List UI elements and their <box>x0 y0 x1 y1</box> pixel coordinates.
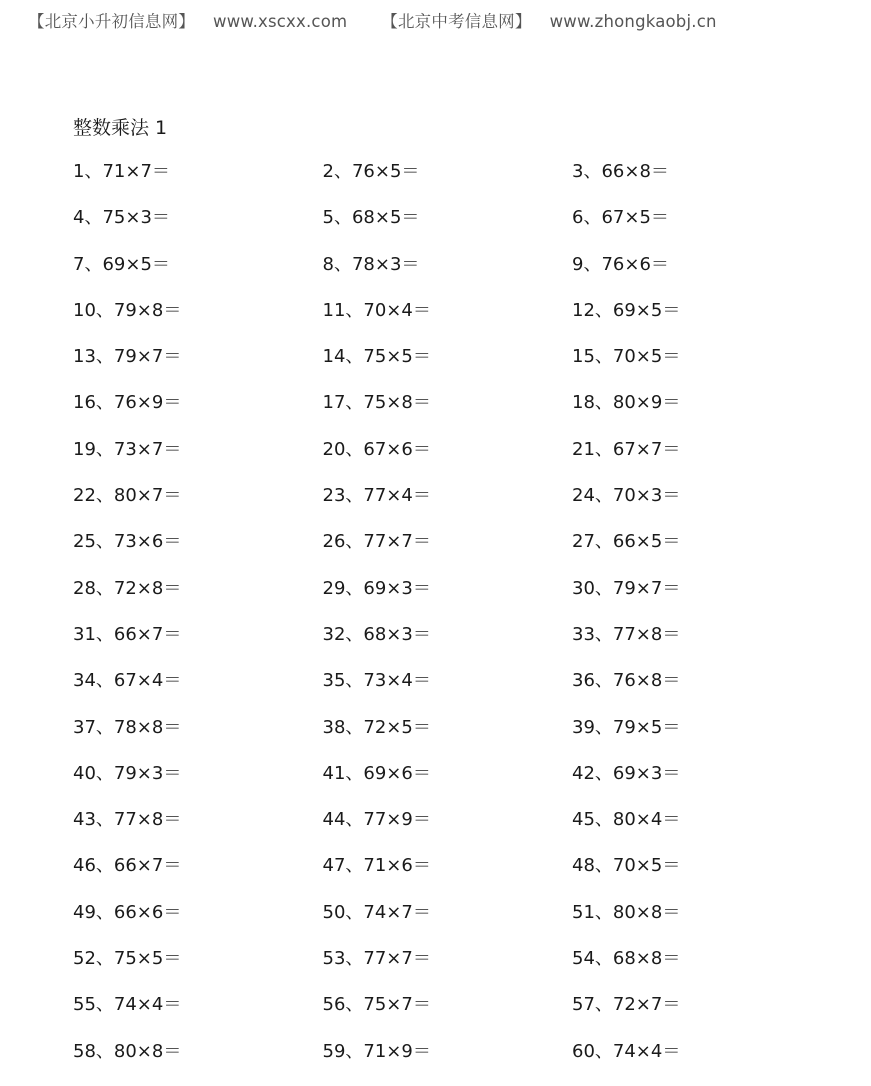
problem-row <box>73 669 833 715</box>
problem-item: 51、80×8＝ <box>572 901 681 923</box>
problem-item: 21、67×7＝ <box>572 438 681 460</box>
problem-row <box>73 808 833 854</box>
problem-item: 57、72×7＝ <box>572 994 681 1016</box>
problem-item: 10、79×8＝ <box>73 299 182 321</box>
problem-item: 13、79×7＝ <box>73 346 182 368</box>
problem-item: 53、77×7＝ <box>322 948 431 970</box>
problem-item: 39、79×5＝ <box>572 716 681 738</box>
problem-item: 25、73×6＝ <box>73 531 182 553</box>
problem-item: 14、75×5＝ <box>322 346 431 368</box>
problem-item: 47、71×6＝ <box>322 855 431 877</box>
page-header <box>28 8 735 32</box>
problem-item: 38、72×5＝ <box>322 716 431 738</box>
problem-row <box>73 206 833 252</box>
problem-item: 16、76×9＝ <box>73 392 182 414</box>
problem-item: 60、74×4＝ <box>572 1040 681 1062</box>
problem-item: 11、70×4＝ <box>322 299 431 321</box>
problem-row <box>73 947 833 993</box>
problem-row <box>73 901 833 947</box>
problem-item: 4、75×3＝ <box>73 207 170 229</box>
problem-item: 32、68×3＝ <box>322 623 431 645</box>
problem-item: 33、77×8＝ <box>572 623 681 645</box>
problem-item: 36、76×8＝ <box>572 670 681 692</box>
problem-row <box>73 577 833 623</box>
problem-item: 29、69×3＝ <box>322 577 431 599</box>
problem-item: 30、79×7＝ <box>572 577 681 599</box>
problem-item: 20、67×6＝ <box>322 438 431 460</box>
problem-item: 58、80×8＝ <box>73 1040 182 1062</box>
problem-item: 1、71×7＝ <box>73 161 170 182</box>
problem-item: 28、72×8＝ <box>73 577 182 599</box>
problem-item: 41、69×6＝ <box>322 762 431 784</box>
problem-item: 49、66×6＝ <box>73 901 182 923</box>
problem-item: 48、70×5＝ <box>572 855 681 877</box>
problem-item: 23、77×4＝ <box>322 485 431 507</box>
problem-grid <box>73 160 833 1086</box>
problem-row <box>73 299 833 345</box>
problem-item: 27、66×5＝ <box>572 531 681 553</box>
problem-item: 19、73×7＝ <box>73 438 182 460</box>
header-link-xscxx[interactable]: www.xscxx.com <box>213 12 348 31</box>
problem-item: 44、77×9＝ <box>322 809 431 831</box>
header-link-zhongkaobj[interactable]: www.zhongkaobj.cn <box>549 12 717 31</box>
problem-item: 45、80×4＝ <box>572 809 681 831</box>
problem-item: 52、75×5＝ <box>73 948 182 970</box>
problem-row <box>73 391 833 437</box>
problem-row <box>73 438 833 484</box>
problem-row <box>73 762 833 808</box>
problem-item: 46、66×7＝ <box>73 855 182 877</box>
problem-row <box>73 623 833 669</box>
problem-item: 55、74×4＝ <box>73 994 182 1016</box>
problem-row <box>73 716 833 762</box>
problem-row <box>73 253 833 299</box>
problem-item: 59、71×9＝ <box>322 1040 431 1062</box>
problem-item: 56、75×7＝ <box>322 994 431 1016</box>
problem-item: 42、69×3＝ <box>572 762 681 784</box>
problem-item: 2、76×5＝ <box>322 161 420 182</box>
problem-row <box>73 1040 833 1086</box>
problem-item: 15、70×5＝ <box>572 346 681 368</box>
problem-item: 9、76×6＝ <box>572 253 669 275</box>
problem-row <box>73 993 833 1039</box>
header-brand-zhongkao: 【北京中考信息网】 <box>381 12 532 31</box>
header-brand-xscxx: 【北京小升初信息网】 <box>28 12 195 31</box>
problem-item: 18、80×9＝ <box>572 392 681 414</box>
problem-item: 31、66×7＝ <box>73 623 182 645</box>
worksheet-title: 整数乘法 1 <box>73 117 168 139</box>
problem-item: 5、68×5＝ <box>322 207 420 229</box>
problem-item: 6、67×5＝ <box>572 207 669 229</box>
problem-item: 26、77×7＝ <box>322 531 431 553</box>
problem-row <box>73 345 833 391</box>
problem-item: 35、73×4＝ <box>322 670 431 692</box>
problem-row <box>73 854 833 900</box>
problem-item: 22、80×7＝ <box>73 485 182 507</box>
problem-item: 43、77×8＝ <box>73 809 182 831</box>
problem-item: 17、75×8＝ <box>322 392 431 414</box>
problem-item: 3、66×8＝ <box>572 161 669 182</box>
problem-item: 8、78×3＝ <box>322 253 420 275</box>
problem-item: 54、68×8＝ <box>572 948 681 970</box>
problem-item: 40、79×3＝ <box>73 762 182 784</box>
problem-item: 12、69×5＝ <box>572 299 681 321</box>
problem-item: 34、67×4＝ <box>73 670 182 692</box>
problem-row <box>73 160 833 206</box>
problem-item: 37、78×8＝ <box>73 716 182 738</box>
problem-item: 7、69×5＝ <box>73 253 170 275</box>
problem-item: 50、74×7＝ <box>322 901 431 923</box>
problem-row <box>73 530 833 576</box>
problem-item: 24、70×3＝ <box>572 485 681 507</box>
problem-row <box>73 484 833 530</box>
